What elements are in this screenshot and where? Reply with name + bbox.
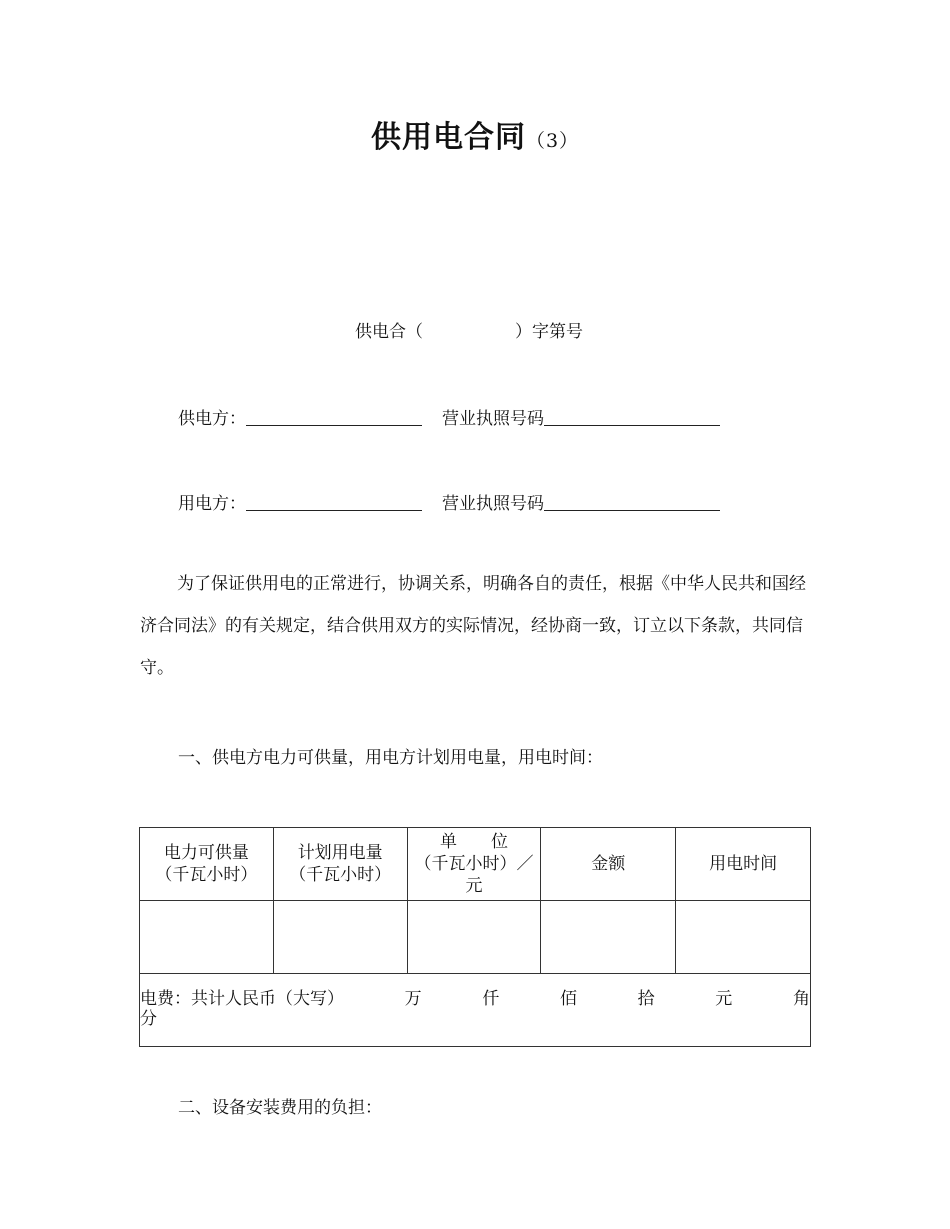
fee-unit: 佰: [559, 989, 577, 1009]
fee-last-unit: 分: [140, 1009, 157, 1029]
clause-two: 二、设备安装费用的负担：: [178, 1098, 382, 1118]
supplier-license-label: 营业执照号码: [442, 409, 544, 429]
supply-table: [139, 827, 811, 1047]
supplier-party-line: [178, 404, 720, 429]
page-title: [0, 112, 950, 156]
cell-usage-time: [676, 901, 811, 974]
cell-planned-usage: [273, 901, 407, 974]
consumer-name-blank: [246, 509, 422, 511]
consumer-license-blank: [544, 509, 720, 511]
cell-supply-amount: [140, 901, 274, 974]
consumer-license-label: 营业执照号码: [442, 494, 544, 514]
fee-unit: 角: [792, 989, 810, 1009]
fee-cell: [140, 974, 811, 1047]
title-suffix: （3）: [525, 130, 580, 152]
fee-unit: 仟: [482, 989, 500, 1009]
supplier-license-blank: [544, 424, 720, 426]
fee-label: 电费：共计人民币（大写）: [140, 989, 344, 1009]
cell-unit-price: [407, 901, 541, 974]
table-row: [140, 901, 811, 974]
fee-unit: 拾: [637, 989, 655, 1009]
header-amount: 金额: [541, 828, 676, 901]
doc-number-suffix: ）字第号: [515, 322, 583, 342]
title-main: 供用电合同: [370, 120, 526, 155]
header-supply-amount: 电力可供量 （千瓦小时）: [140, 828, 274, 901]
cell-amount: [541, 901, 676, 974]
header-planned-usage: 计划用电量 （千瓦小时）: [273, 828, 407, 901]
supplier-name-blank: [246, 424, 422, 426]
clause-one: 一、供电方电力可供量，用电方计划用电量，用电时间：: [178, 748, 603, 768]
header-unit-price: 单 位 （千瓦小时）／元: [407, 828, 541, 901]
header-usage-time: 用电时间: [676, 828, 811, 901]
consumer-label: 用电方：: [178, 494, 246, 514]
doc-number-prefix: 供电合（: [355, 322, 423, 342]
table-header-row: [140, 828, 811, 901]
fee-row: [140, 974, 811, 1047]
document-number: [355, 317, 583, 342]
supplier-label: 供电方：: [178, 409, 246, 429]
fee-unit: 万: [404, 989, 422, 1009]
fee-unit: 元: [715, 989, 733, 1009]
consumer-party-line: [178, 489, 720, 514]
preamble-paragraph: 为了保证供用电的正常进行，协调关系，明确各自的责任，根据《中华人民共和国经济合同法》的有关规定，结合供用双方的实际情况，经协商一致，订立以下条款，共同信守。: [140, 574, 806, 678]
fee-line: [140, 974, 810, 1010]
